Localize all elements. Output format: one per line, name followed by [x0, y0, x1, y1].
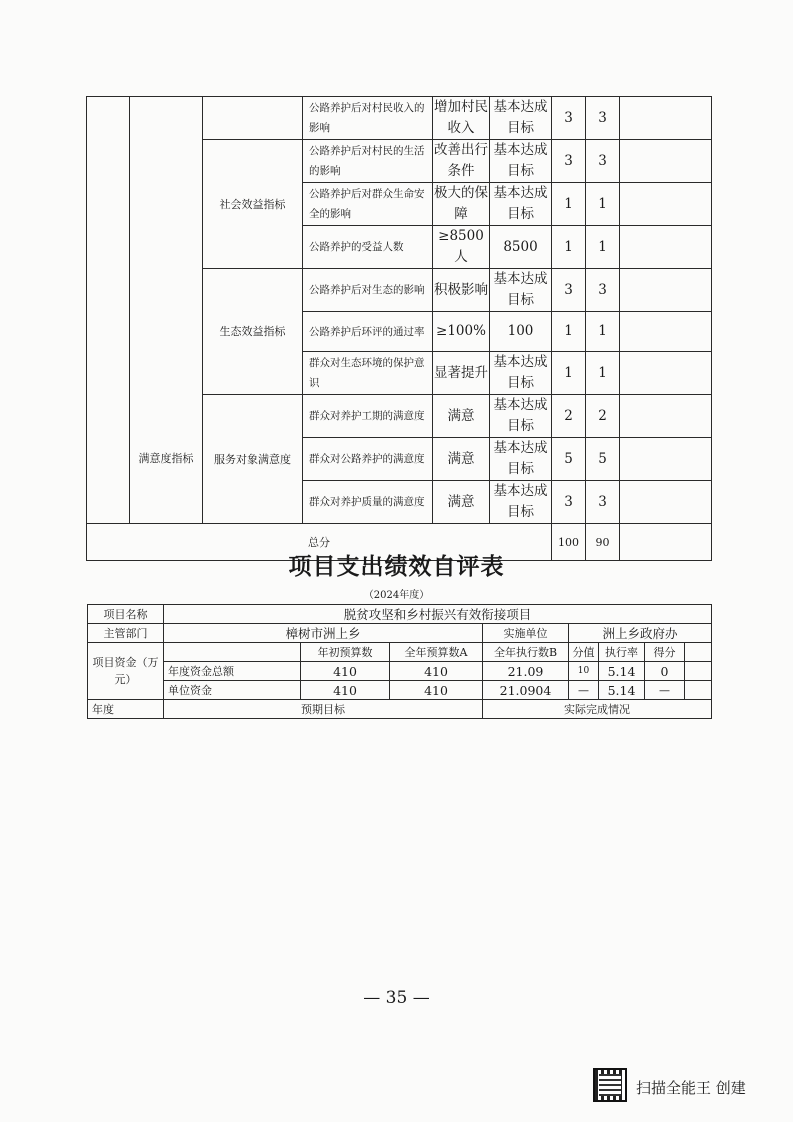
funds-label: 项目资金（万元） — [88, 643, 164, 700]
score-cell: 1 — [586, 226, 620, 269]
project-name-label: 项目名称 — [88, 605, 164, 624]
weight-cell: 3 — [552, 481, 586, 524]
weight-cell: 1 — [552, 183, 586, 226]
exec-rate: 5.14 — [599, 681, 645, 700]
total-weight: 100 — [552, 524, 586, 561]
target-cell: 改善出行条件 — [433, 140, 490, 183]
dept-value: 樟树市洲上乡 — [164, 624, 483, 643]
blank-cell — [203, 97, 303, 140]
weight-cell: 1 — [552, 312, 586, 352]
page-number: — 35 — — [363, 988, 430, 1008]
weight-cell: 3 — [552, 269, 586, 312]
category-satisfaction: 满意度指标 — [130, 395, 203, 524]
points: — — [569, 681, 599, 700]
table-row — [88, 643, 712, 662]
col-header: 年初预算数 — [301, 643, 390, 662]
col-header: 分值 — [569, 643, 599, 662]
indicator-cell: 群众对公路养护的满意度 — [303, 438, 433, 481]
self-eval-table — [87, 604, 712, 719]
score-cell: 3 — [586, 269, 620, 312]
executed-amount: 21.0904 — [483, 681, 569, 700]
actual-cell: 基本达成目标 — [490, 140, 552, 183]
page-title: 项目支出绩效自评表 — [288, 553, 505, 580]
expected-label: 预期目标 — [164, 700, 483, 719]
indicator-cell: 公路养护后对群众生命安全的影响 — [303, 183, 433, 226]
target-cell: 满意 — [433, 395, 490, 438]
indicator-cell: 群众对养护工期的满意度 — [303, 395, 433, 438]
target-cell: 显著提升 — [433, 352, 490, 395]
target-cell: 满意 — [433, 438, 490, 481]
annual-budget: 410 — [390, 681, 483, 700]
exec-rate: 5.14 — [599, 662, 645, 681]
weight-cell: 1 — [552, 226, 586, 269]
actual-cell: 基本达成目标 — [490, 269, 552, 312]
row-label: 年度资金总额 — [164, 662, 301, 681]
impl-value: 洲上乡政府办 — [569, 624, 712, 643]
points: 10 — [569, 662, 599, 681]
score: 0 — [645, 662, 685, 681]
qr-code-icon — [593, 1068, 627, 1102]
weight-cell: 2 — [552, 395, 586, 438]
indicator-cell: 公路养护后对村民的生活的影响 — [303, 140, 433, 183]
weight-cell: 1 — [552, 352, 586, 395]
target-cell: 增加村民收入 — [433, 97, 490, 140]
dept-label: 主管部门 — [88, 624, 164, 643]
score-cell: 1 — [586, 352, 620, 395]
executed-amount: 21.09 — [483, 662, 569, 681]
score-cell: 1 — [586, 183, 620, 226]
indicator-table — [86, 96, 712, 561]
score-cell: 3 — [586, 481, 620, 524]
blank-cell — [87, 97, 130, 524]
actual-cell: 100 — [490, 312, 552, 352]
actual-cell: 基本达成目标 — [490, 183, 552, 226]
table-row — [87, 97, 712, 140]
table-row — [88, 605, 712, 624]
actual-cell: 8500 — [490, 226, 552, 269]
table-row — [88, 624, 712, 643]
actual-cell: 基本达成目标 — [490, 97, 552, 140]
remark-cell — [620, 140, 712, 183]
weight-cell: 5 — [552, 438, 586, 481]
score-cell: 5 — [586, 438, 620, 481]
indicator-cell: 公路养护的受益人数 — [303, 226, 433, 269]
blank-cell — [164, 643, 301, 662]
col-header: 全年预算数A — [390, 643, 483, 662]
blank-cell — [685, 643, 712, 662]
target-cell: ≥8500人 — [433, 226, 490, 269]
annual-budget: 410 — [390, 662, 483, 681]
indicator-cell: 公路养护后对村民收入的影响 — [303, 97, 433, 140]
score: — — [645, 681, 685, 700]
target-cell: 极大的保障 — [433, 183, 490, 226]
target-cell: 积极影响 — [433, 269, 490, 312]
table-row — [88, 662, 712, 681]
score-cell: 3 — [586, 140, 620, 183]
project-name-value: 脱贫攻坚和乡村振兴有效衔接项目 — [164, 605, 712, 624]
blank-cell — [685, 662, 712, 681]
initial-budget: 410 — [301, 662, 390, 681]
actual-cell: 基本达成目标 — [490, 481, 552, 524]
remark-cell — [620, 438, 712, 481]
table-row — [87, 395, 712, 438]
row-label: 单位资金 — [164, 681, 301, 700]
table-row — [88, 681, 712, 700]
blank-cell — [685, 681, 712, 700]
remark-cell — [620, 481, 712, 524]
score-cell: 1 — [586, 312, 620, 352]
blank-cell — [130, 97, 203, 395]
initial-budget: 410 — [301, 681, 390, 700]
remark-cell — [620, 226, 712, 269]
actual-label: 实际完成情况 — [483, 700, 712, 719]
remark-cell — [620, 183, 712, 226]
weight-cell: 3 — [552, 140, 586, 183]
target-cell: ≥100% — [433, 312, 490, 352]
table-row — [88, 700, 712, 719]
total-score: 90 — [586, 524, 620, 561]
col-header: 执行率 — [599, 643, 645, 662]
score-cell: 3 — [586, 97, 620, 140]
actual-cell: 基本达成目标 — [490, 395, 552, 438]
remark-cell — [620, 312, 712, 352]
score-cell: 2 — [586, 395, 620, 438]
weight-cell: 3 — [552, 97, 586, 140]
impl-label: 实施单位 — [483, 624, 569, 643]
indicator-cell: 公路养护后环评的通过率 — [303, 312, 433, 352]
year-label: 年度 — [88, 700, 164, 719]
category-service-satisfaction: 服务对象满意度 — [203, 395, 303, 524]
target-cell: 满意 — [433, 481, 490, 524]
remark-cell — [620, 269, 712, 312]
actual-cell: 基本达成目标 — [490, 438, 552, 481]
total-label: 总分 — [87, 524, 552, 561]
remark-cell — [620, 97, 712, 140]
indicator-cell: 群众对生态环境的保护意识 — [303, 352, 433, 395]
year-subtitle: （2024年度） — [363, 590, 430, 601]
category-ecological: 生态效益指标 — [203, 269, 303, 395]
indicator-cell: 群众对养护质量的满意度 — [303, 481, 433, 524]
category-social: 社会效益指标 — [203, 140, 303, 269]
remark-cell — [620, 395, 712, 438]
remark-cell — [620, 352, 712, 395]
col-header: 得分 — [645, 643, 685, 662]
col-header: 全年执行数B — [483, 643, 569, 662]
indicator-cell: 公路养护后对生态的影响 — [303, 269, 433, 312]
watermark-text: 扫描全能王 创建 — [636, 1079, 746, 1097]
actual-cell: 基本达成目标 — [490, 352, 552, 395]
